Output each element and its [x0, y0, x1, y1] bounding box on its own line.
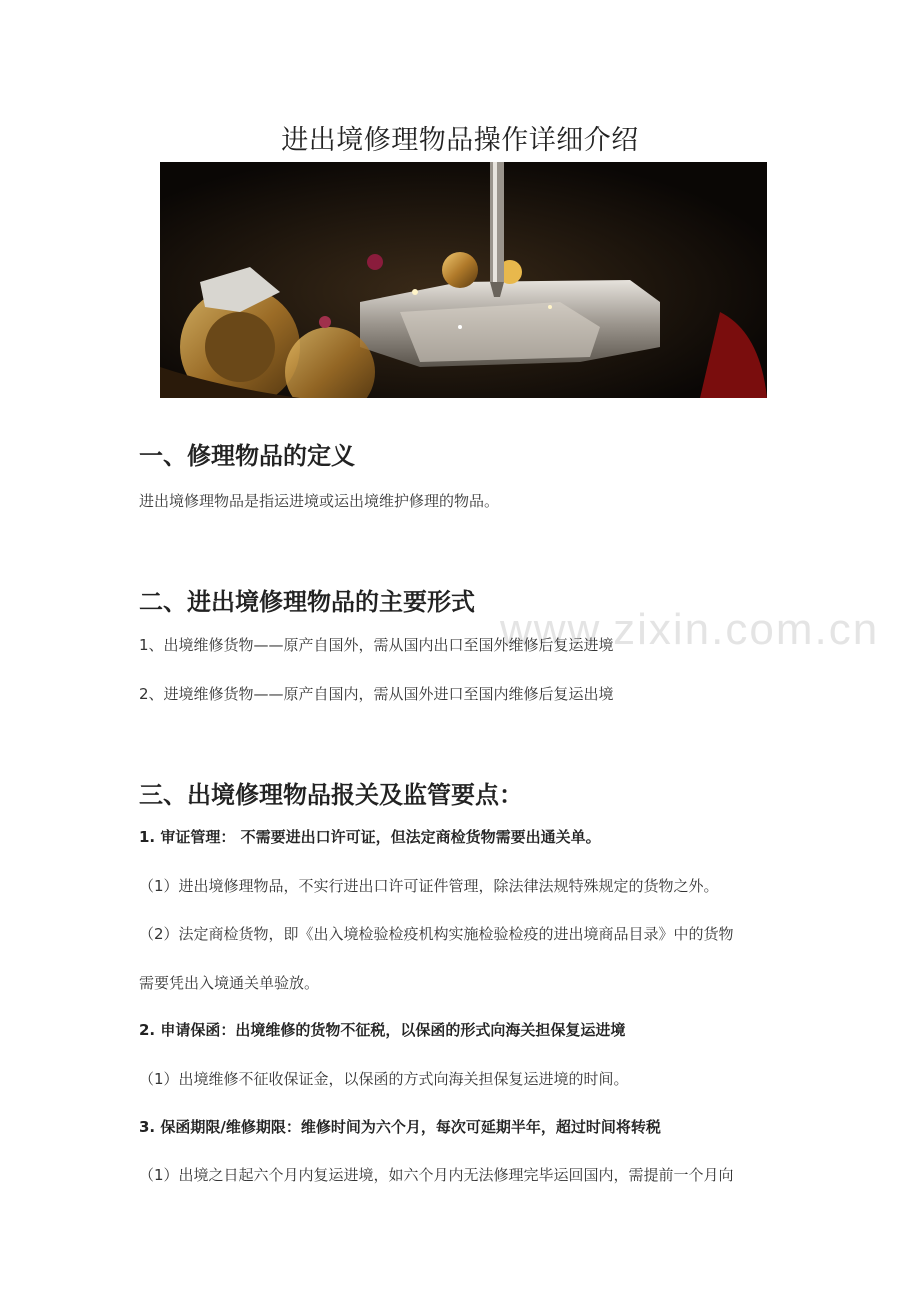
point-1-paragraph-2a: （2）法定商检货物，即《出入境检验检疫机构实施检验检疫的进出境商品目录》中的货物	[139, 925, 734, 943]
section-2-heading: 二、进出境修理物品的主要形式	[139, 588, 475, 616]
point-1-heading: 1. 审证管理： 不需要进出口许可证，但法定商检货物需要出通关单。	[139, 828, 601, 846]
page-title: 进出境修理物品操作详细介绍	[281, 125, 639, 156]
section-3-heading: 三、出境修理物品报关及监管要点：	[139, 781, 523, 809]
point-2-heading: 2. 申请保函：出境维修的货物不征税，以保函的形式向海关担保复运进境	[139, 1021, 626, 1039]
point-3-paragraph-1: （1）出境之日起六个月内复运进境，如六个月内无法修理完毕运回国内，需提前一个月向	[139, 1166, 734, 1184]
watch-movement-illustration	[160, 162, 767, 398]
point-1-paragraph-2b: 需要凭出入境通关单验放。	[139, 974, 320, 992]
section-2-item-2: 2、进境维修货物——原产自国内，需从国外进口至国内维修后复运出境	[139, 685, 614, 703]
point-1-paragraph-1: （1）进出境修理物品，不实行进出口许可证件管理，除法律法规特殊规定的货物之外。	[139, 877, 719, 895]
watermark: www.zixin.com.cn	[500, 605, 880, 654]
point-3-heading: 3. 保函期限/维修期限：维修时间为六个月，每次可延期半年，超过时间将转税	[139, 1118, 661, 1136]
section-1-paragraph: 进出境修理物品是指运进境或运出境维护修理的物品。	[139, 492, 500, 510]
section-2-item-1: 1、出境维修货物——原产自国外，需从国内出口至国外维修后复运进境	[139, 636, 614, 654]
section-1-heading: 一、修理物品的定义	[139, 442, 355, 470]
hero-image	[160, 162, 767, 398]
point-2-paragraph-1: （1）出境维修不征收保证金，以保函的方式向海关担保复运进境的时间。	[139, 1070, 629, 1088]
